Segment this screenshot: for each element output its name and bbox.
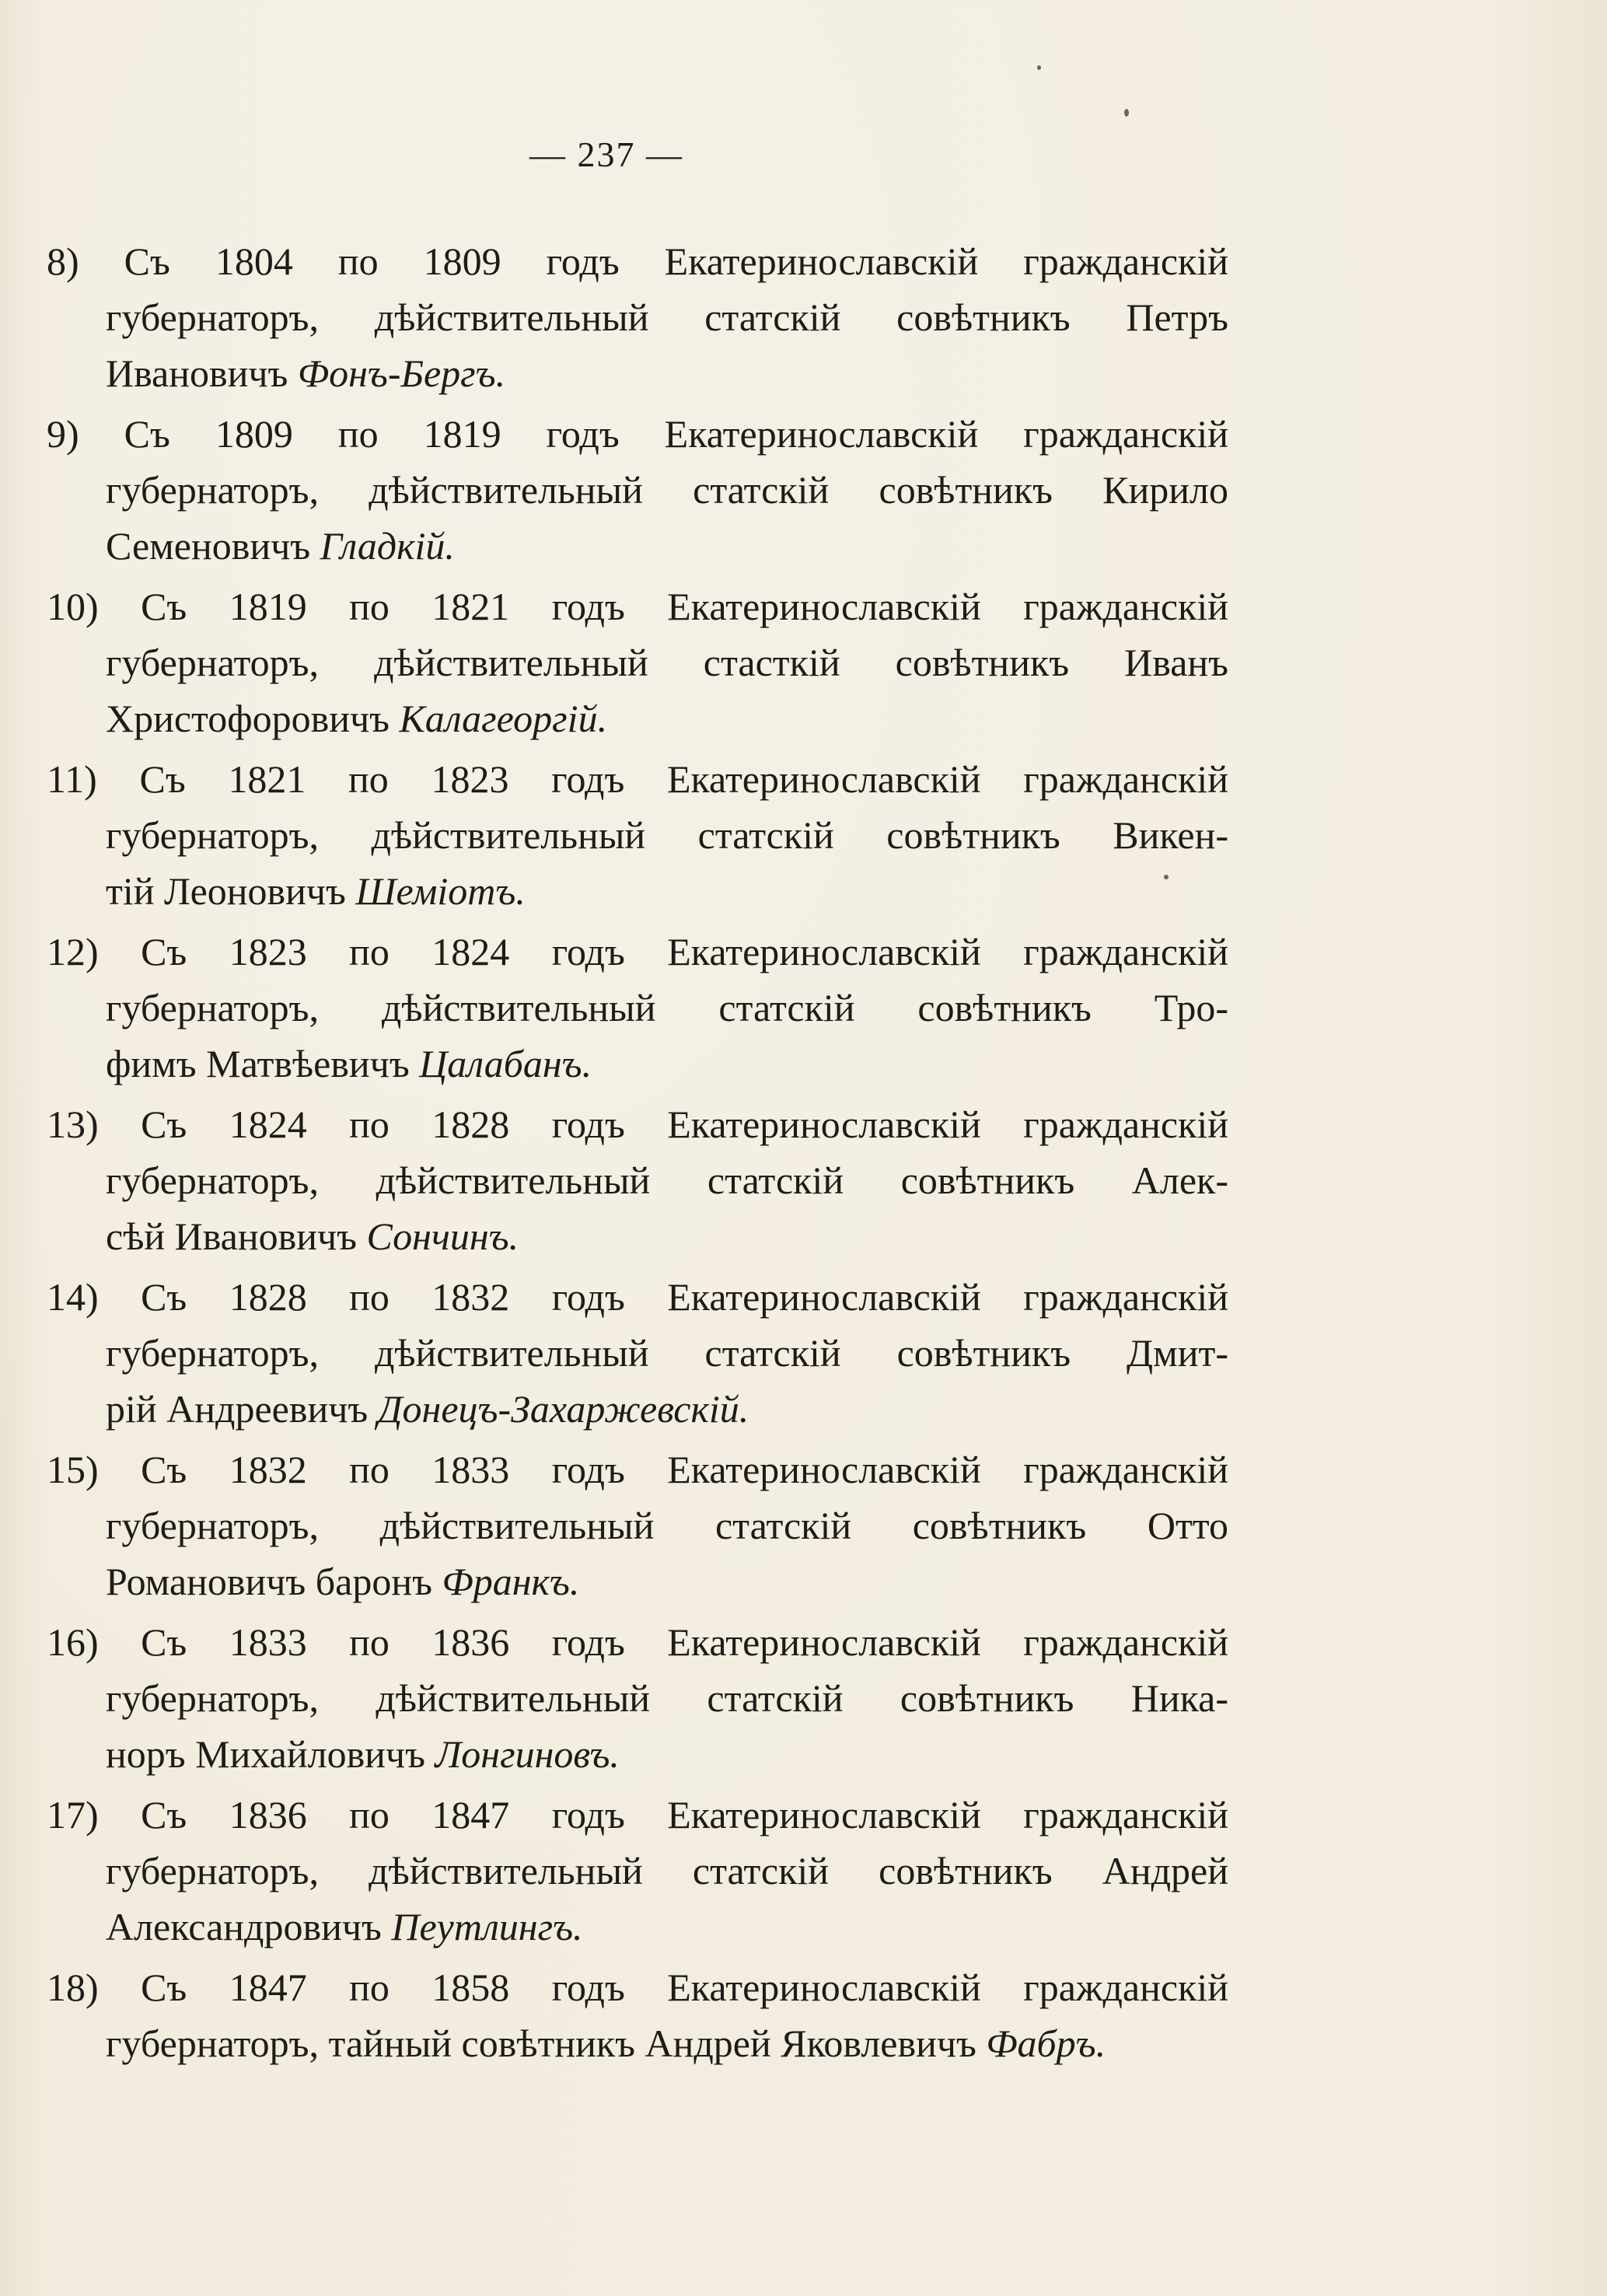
entry-text: тій Леоновичъ <box>106 869 346 913</box>
entry-text: губернаторъ, дѣйствительный статскій совѣтникъ Отто <box>106 1504 1228 1547</box>
list-item <box>47 233 1228 401</box>
governor-surname: Пеутлингъ. <box>391 1905 583 1948</box>
entry-text: губернаторъ, дѣйствительный статскій совѣтникъ Петръ <box>106 295 1228 339</box>
entry-number: 14) <box>47 1275 99 1319</box>
entry-text: фимъ Матвѣевичъ <box>106 1042 410 1085</box>
governor-surname: Донецъ-Захаржевскій. <box>377 1387 749 1431</box>
entry-first-line <box>47 924 1228 980</box>
entry-last-line <box>47 518 1228 574</box>
governor-surname: Шеміотъ. <box>355 869 526 913</box>
entry-text: Съ 1824 по 1828 годъ Екатеринославскій гражданскій <box>141 1103 1228 1146</box>
entry-first-line <box>47 1614 1228 1670</box>
list-item <box>47 1787 1228 1955</box>
entry-last-line <box>47 345 1228 401</box>
governor-surname: Сончинъ. <box>366 1214 519 1258</box>
entry-text: Съ 1832 по 1833 годъ Екатеринославскій гражданскій <box>141 1448 1228 1491</box>
entry-first-line <box>47 1959 1228 2015</box>
governor-surname: Калагеоргій. <box>399 697 608 740</box>
entry-first-line <box>47 406 1228 462</box>
print-speck <box>1124 109 1129 117</box>
governor-surname: Фабръ. <box>986 2022 1106 2065</box>
entry-last-line <box>47 1553 1228 1609</box>
governors-list <box>47 233 1228 2076</box>
entry-text: губернаторъ, дѣйствительный статскій совѣтникъ Алек- <box>106 1158 1228 1202</box>
entry-last-line <box>47 690 1228 746</box>
governor-surname: Лонгиновъ. <box>435 1732 620 1776</box>
entry-text: губернаторъ, дѣйствительный статскій совѣтникъ Кирило <box>106 468 1228 512</box>
entry-last-line <box>47 1726 1228 1782</box>
entry-first-line <box>47 751 1228 807</box>
print-speck <box>1164 875 1169 879</box>
entry-text: Съ 1828 по 1832 годъ Екатеринославскій гражданскій <box>141 1275 1228 1319</box>
list-item <box>47 1959 1228 2071</box>
entry-text: Христофоровичъ <box>106 697 390 740</box>
list-item <box>47 1442 1228 1609</box>
governor-surname: Цалабанъ. <box>419 1042 592 1085</box>
entry-number: 13) <box>47 1103 99 1146</box>
entry-text: Съ 1809 по 1819 годъ Екатеринославскій гражданскій <box>124 412 1228 456</box>
page-number: — 237 — <box>529 135 683 174</box>
list-item <box>47 1614 1228 1782</box>
entry-first-line <box>47 233 1228 289</box>
entry-first-line <box>47 1787 1228 1843</box>
entry-first-line <box>47 1442 1228 1497</box>
entry-text: Ивановичъ <box>106 351 288 395</box>
list-item <box>47 751 1228 919</box>
entry-number: 18) <box>47 1966 99 2009</box>
list-item <box>47 578 1228 746</box>
entry-text: Съ 1804 по 1809 годъ Екатеринославскій гражданскій <box>124 239 1228 283</box>
list-item <box>47 924 1228 1092</box>
entry-number: 16) <box>47 1620 99 1664</box>
entry-text: Романовичъ баронъ <box>106 1560 432 1603</box>
entry-number: 8) <box>47 239 79 283</box>
entry-number: 15) <box>47 1448 99 1491</box>
governor-surname: Гладкій. <box>320 524 455 568</box>
entry-number: 11) <box>47 757 97 801</box>
entry-last-line <box>47 1381 1228 1437</box>
print-speck <box>1037 65 1041 70</box>
governor-surname: Франкъ. <box>442 1560 580 1603</box>
entry-last-line <box>47 2015 1228 2071</box>
entry-first-line <box>47 578 1228 634</box>
list-item <box>47 1096 1228 1264</box>
entry-text: рій Андреевичъ <box>106 1387 369 1431</box>
entry-last-line <box>47 1036 1228 1092</box>
entry-first-line <box>47 1096 1228 1152</box>
entry-last-line <box>47 1899 1228 1955</box>
entry-text: губернаторъ, дѣйствительный статскій совѣтникъ Дмит- <box>106 1331 1228 1375</box>
entry-text: Съ 1847 по 1858 годъ Екатеринославскій гражданскій <box>141 1966 1228 2009</box>
entry-text: Съ 1819 по 1821 годъ Екатеринославскій гражданскій <box>141 585 1228 628</box>
entry-number: 9) <box>47 412 79 456</box>
entry-text: губернаторъ, дѣйствительный статскій совѣтникъ Викен- <box>106 813 1228 857</box>
entry-text: Семеновичъ <box>106 524 311 568</box>
list-item <box>47 1269 1228 1437</box>
entry-text: губернаторъ, дѣйствительный статскій совѣтникъ Тро- <box>106 986 1228 1029</box>
governor-surname: Фонъ-Бергъ. <box>297 351 506 395</box>
entry-first-line <box>47 1269 1228 1325</box>
list-item <box>47 406 1228 574</box>
entry-number: 17) <box>47 1793 99 1836</box>
entry-text: Съ 1833 по 1836 годъ Екатеринославскій гражданскій <box>141 1620 1228 1664</box>
entry-number: 12) <box>47 930 99 973</box>
entry-number: 10) <box>47 585 99 628</box>
entry-text: губернаторъ, дѣйствительный статскій совѣтникъ Ника- <box>106 1676 1228 1720</box>
entry-text: Александровичъ <box>106 1905 382 1948</box>
entry-text: Съ 1821 по 1823 годъ Екатеринославскій гражданскій <box>139 757 1228 801</box>
entry-text: губернаторъ, дѣйствительный статскій совѣтникъ Андрей <box>106 1849 1228 1892</box>
entry-last-line <box>47 1208 1228 1264</box>
entry-text: Съ 1823 по 1824 годъ Екатеринославскій гражданскій <box>141 930 1228 973</box>
entry-text: губернаторъ, тайный совѣтникъ Андрей Яковлевичъ <box>106 2022 976 2065</box>
entry-text: Съ 1836 по 1847 годъ Екатеринославскій гражданскій <box>141 1793 1228 1836</box>
entry-text: норъ Михайловичъ <box>106 1732 425 1776</box>
entry-text: сѣй Ивановичъ <box>106 1214 357 1258</box>
entry-text: губернаторъ, дѣйствительный стасткій совѣтникъ Иванъ <box>106 641 1228 684</box>
entry-last-line <box>47 863 1228 919</box>
